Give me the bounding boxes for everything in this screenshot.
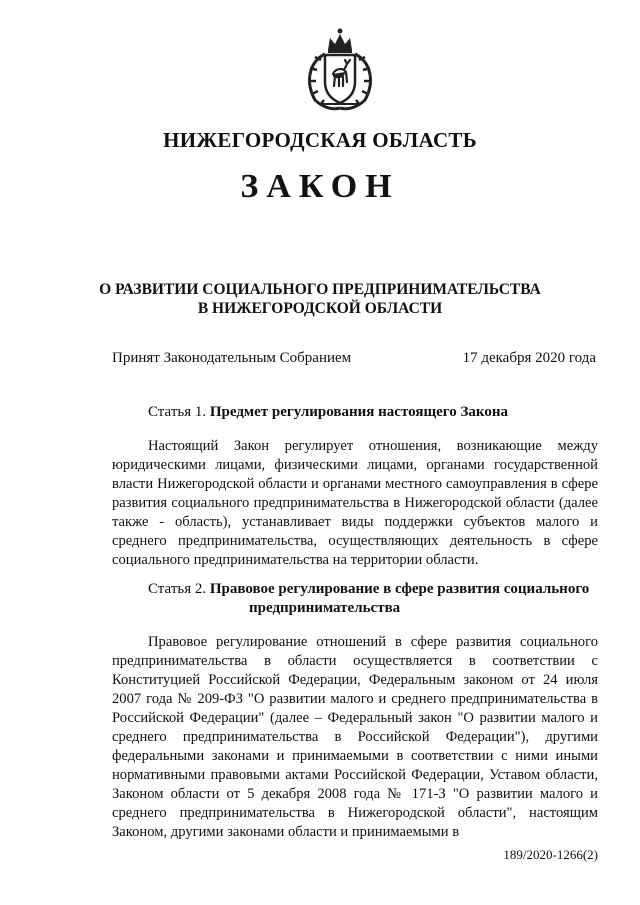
document-type-heading: ЗАКОН xyxy=(240,168,400,205)
law-title-line-1: О РАЗВИТИИ СОЦИАЛЬНОГО ПРЕДПРИНИМАТЕЛЬСТВА xyxy=(99,281,541,298)
article-2-title-line-1: Правовое регулирование в сфере развития социального xyxy=(209,581,590,597)
adopted-by: Принят Законодательным Собранием xyxy=(112,350,352,366)
article-2-number: Статья 2. xyxy=(148,581,207,597)
article-2-title-line-2: предпринимательства xyxy=(249,600,401,616)
article-1-number: Статья 1. xyxy=(148,404,207,420)
adoption-date: 17 декабря 2020 года xyxy=(462,350,596,366)
article-1-text: Настоящий Закон регулирует отношения, возникающие между юридическими лицами, физическими лицами, органами государственной власти Нижегородской области и органами местного самоуправления в сфере развития социального предпринимательства в Нижегородской области (далее также - область), устанавливает виды поддержки субъектов малого и среднего предпринимательства, осуществляющих деятельность в сфере социального предпринимательства на территории области. xyxy=(112,438,598,568)
article-2-text: Правовое регулирование отношений в сфере развития социального предпринимательства в области осуществляется в соответствии с Конституцией Российской Федерации, Федеральным законом от 24 июля 2007 года № 209-ФЗ "О развитии малого и среднего предпринимательства в Российской Федерации" (далее – Федеральный закон "О развитии малого и среднего предпринимательства в Российской Федерации"), другими федеральными законами и принимаемыми в соответствии с ними иными нормативными правовыми актами Российской Федерации, Уставом области, Законом области от 5 декабря 2008 года № 171-З "О развитии малого и среднего предпринимательства в Нижегородской области", настоящим Законом, другими законами области и принимаемыми в xyxy=(112,634,598,840)
law-title xyxy=(0,280,640,318)
document-number: 189/2020-1266(2) xyxy=(503,847,598,862)
article-1-title: Предмет регулирования настоящего Закона xyxy=(209,404,508,420)
article-2-heading xyxy=(112,580,598,618)
coat-of-arms-icon xyxy=(295,24,385,112)
law-title-line-2: В НИЖЕГОРОДСКОЙ ОБЛАСТИ xyxy=(197,300,443,317)
article-1-heading xyxy=(112,403,598,422)
region-heading: НИЖЕГОРОДСКАЯ ОБЛАСТЬ xyxy=(163,128,477,152)
